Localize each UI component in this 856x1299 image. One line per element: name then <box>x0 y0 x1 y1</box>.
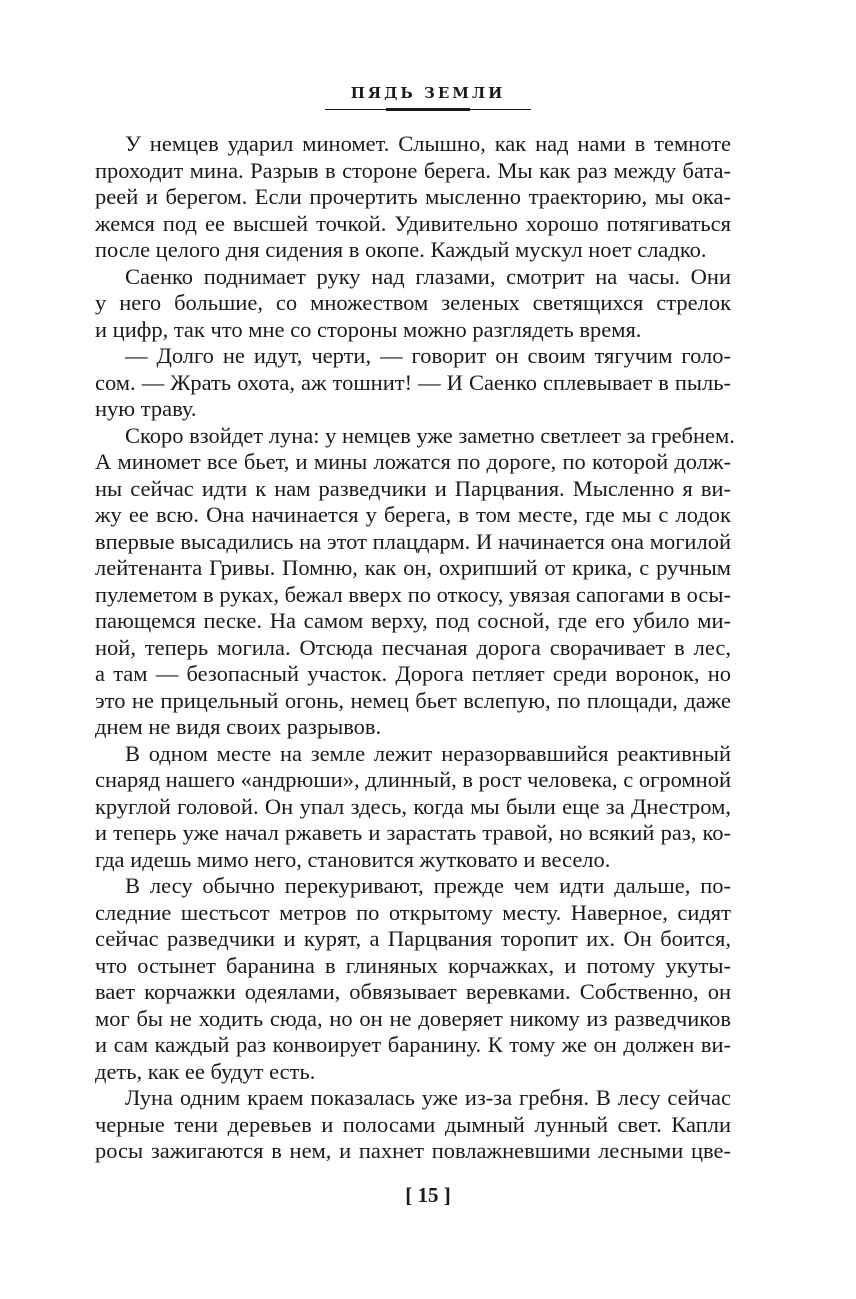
text-line: Саенко поднимает руку над глазами, смотрит на часы. Они <box>125 263 731 289</box>
text-line: ны сейчас идти к нам разведчики и Парцвания. Мысленно я ви- <box>95 475 731 501</box>
text-line: жу ее всю. Она начинается у берега, в том месте, где мы с лодок <box>95 502 731 527</box>
text-line: черные тени деревьев и полосами дымный лунный свет. Капли <box>95 1111 731 1137</box>
text-line: днем не видя своих разрывов. <box>95 714 382 739</box>
paragraph <box>95 264 731 344</box>
text-line: после целого дня сидения в окопе. Каждый мускул ноет сладко. <box>95 237 707 262</box>
text-line: пающемся песке. На самом верху, под сосной, где его убило ми- <box>95 608 731 633</box>
paragraph <box>95 422 735 741</box>
text-line: это не прицельный огонь, немец бьет вслепую, по площади, даже <box>95 687 731 713</box>
text-line: ной, теперь могила. Отсюда песчаная дорога сворачивает в лес, <box>95 634 731 660</box>
text-line: гда идешь мимо него, становится жутковато и весело. <box>95 846 611 872</box>
text-line: — Долго не идут, черти, — говорит он своим тягучим голо- <box>125 343 731 368</box>
header-rule-accent <box>386 108 470 111</box>
text-line: В лесу обычно перекуривают, прежде чем идти дальше, по- <box>125 873 731 898</box>
text-line: и сам каждый раз конвоирует баранину. К тому же он должен ви- <box>95 1032 731 1057</box>
text-line: у него большие, со множеством зеленых светящихся стрелок <box>95 290 731 315</box>
text-line: впервые высадились на этот плацдарм. И начинается она могилой <box>95 528 731 554</box>
text-line: деть, как ее будут есть. <box>95 1058 316 1084</box>
text-line: реей и берегом. Если прочертить мысленно траекторию, мы ока- <box>95 184 731 209</box>
text-line: ную траву. <box>95 396 197 421</box>
text-line: мог бы не ходить сюда, но он не доверяет никому из разведчиков <box>95 1005 731 1031</box>
text-line: жемся под ее высшей точкой. Удивительно хорошо потягиваться <box>95 210 731 236</box>
paragraph <box>95 873 731 1085</box>
running-header: ПЯДЬ ЗЕМЛИ <box>350 84 506 102</box>
text-line: следние шестьсот метров по открытому месту. Наверное, сидят <box>95 899 731 925</box>
text-line: пулеметом в руках, бежал вверх по откосу, увязая сапогами в осы- <box>95 581 731 607</box>
text-line: сейчас разведчики и курят, а Парцвания торопит их. Он боится, <box>95 926 731 951</box>
text-line: а там — безопасный участок. Дорога петляет среди воронок, но <box>95 661 731 686</box>
paragraph <box>95 343 731 423</box>
text-line: проходит мина. Разрыв в стороне берега. Мы как раз между бата- <box>95 157 731 183</box>
text-line: вает корчажки одеялами, обвязывает веревками. Собственно, он <box>95 979 731 1004</box>
paragraph <box>95 741 731 874</box>
text-line: снаряд нашего «андрюши», длинный, в рост человека, с огромной <box>95 767 731 792</box>
text-line: круглой головой. Он упал здесь, когда мы были еще за Днестром, <box>95 793 731 819</box>
text-line: Скоро взойдет луна: у немцев уже заметно светлеет за гребнем. <box>125 422 735 448</box>
paragraph <box>95 1085 731 1165</box>
paragraph <box>95 131 731 264</box>
text-line: В одном месте на земле лежит неразорвавшийся реактивный <box>125 740 731 766</box>
text-line: что остынет баранина в глиняных корчажках, и потому укуты- <box>95 952 731 978</box>
text-line: А миномет все бьет, и мины ложатся по дороге, по которой долж- <box>95 449 731 474</box>
text-line: сом. — Жрать охота, аж тошнит! — И Саенко сплевывает в пыль- <box>95 369 731 395</box>
text-line: росы зажигаются в нем, и пахнет повлажневшими лесными цве- <box>95 1138 731 1163</box>
text-line: и теперь уже начал ржаветь и зарастать травой, но всякий раз, ко- <box>95 820 731 845</box>
body-text <box>95 131 735 1165</box>
text-line: и цифр, так что мне со стороны можно разглядеть время. <box>95 316 642 342</box>
text-line: Луна одним краем показалась уже из-за гребня. В лесу сейчас <box>125 1085 731 1110</box>
text-line: У немцев ударил миномет. Слышно, как над нами в темноте <box>125 131 731 156</box>
text-line: лейтенанта Гривы. Помню, как он, охрипший от крика, с ручным <box>95 555 731 580</box>
page-number: [ 15 ] <box>405 1183 451 1207</box>
